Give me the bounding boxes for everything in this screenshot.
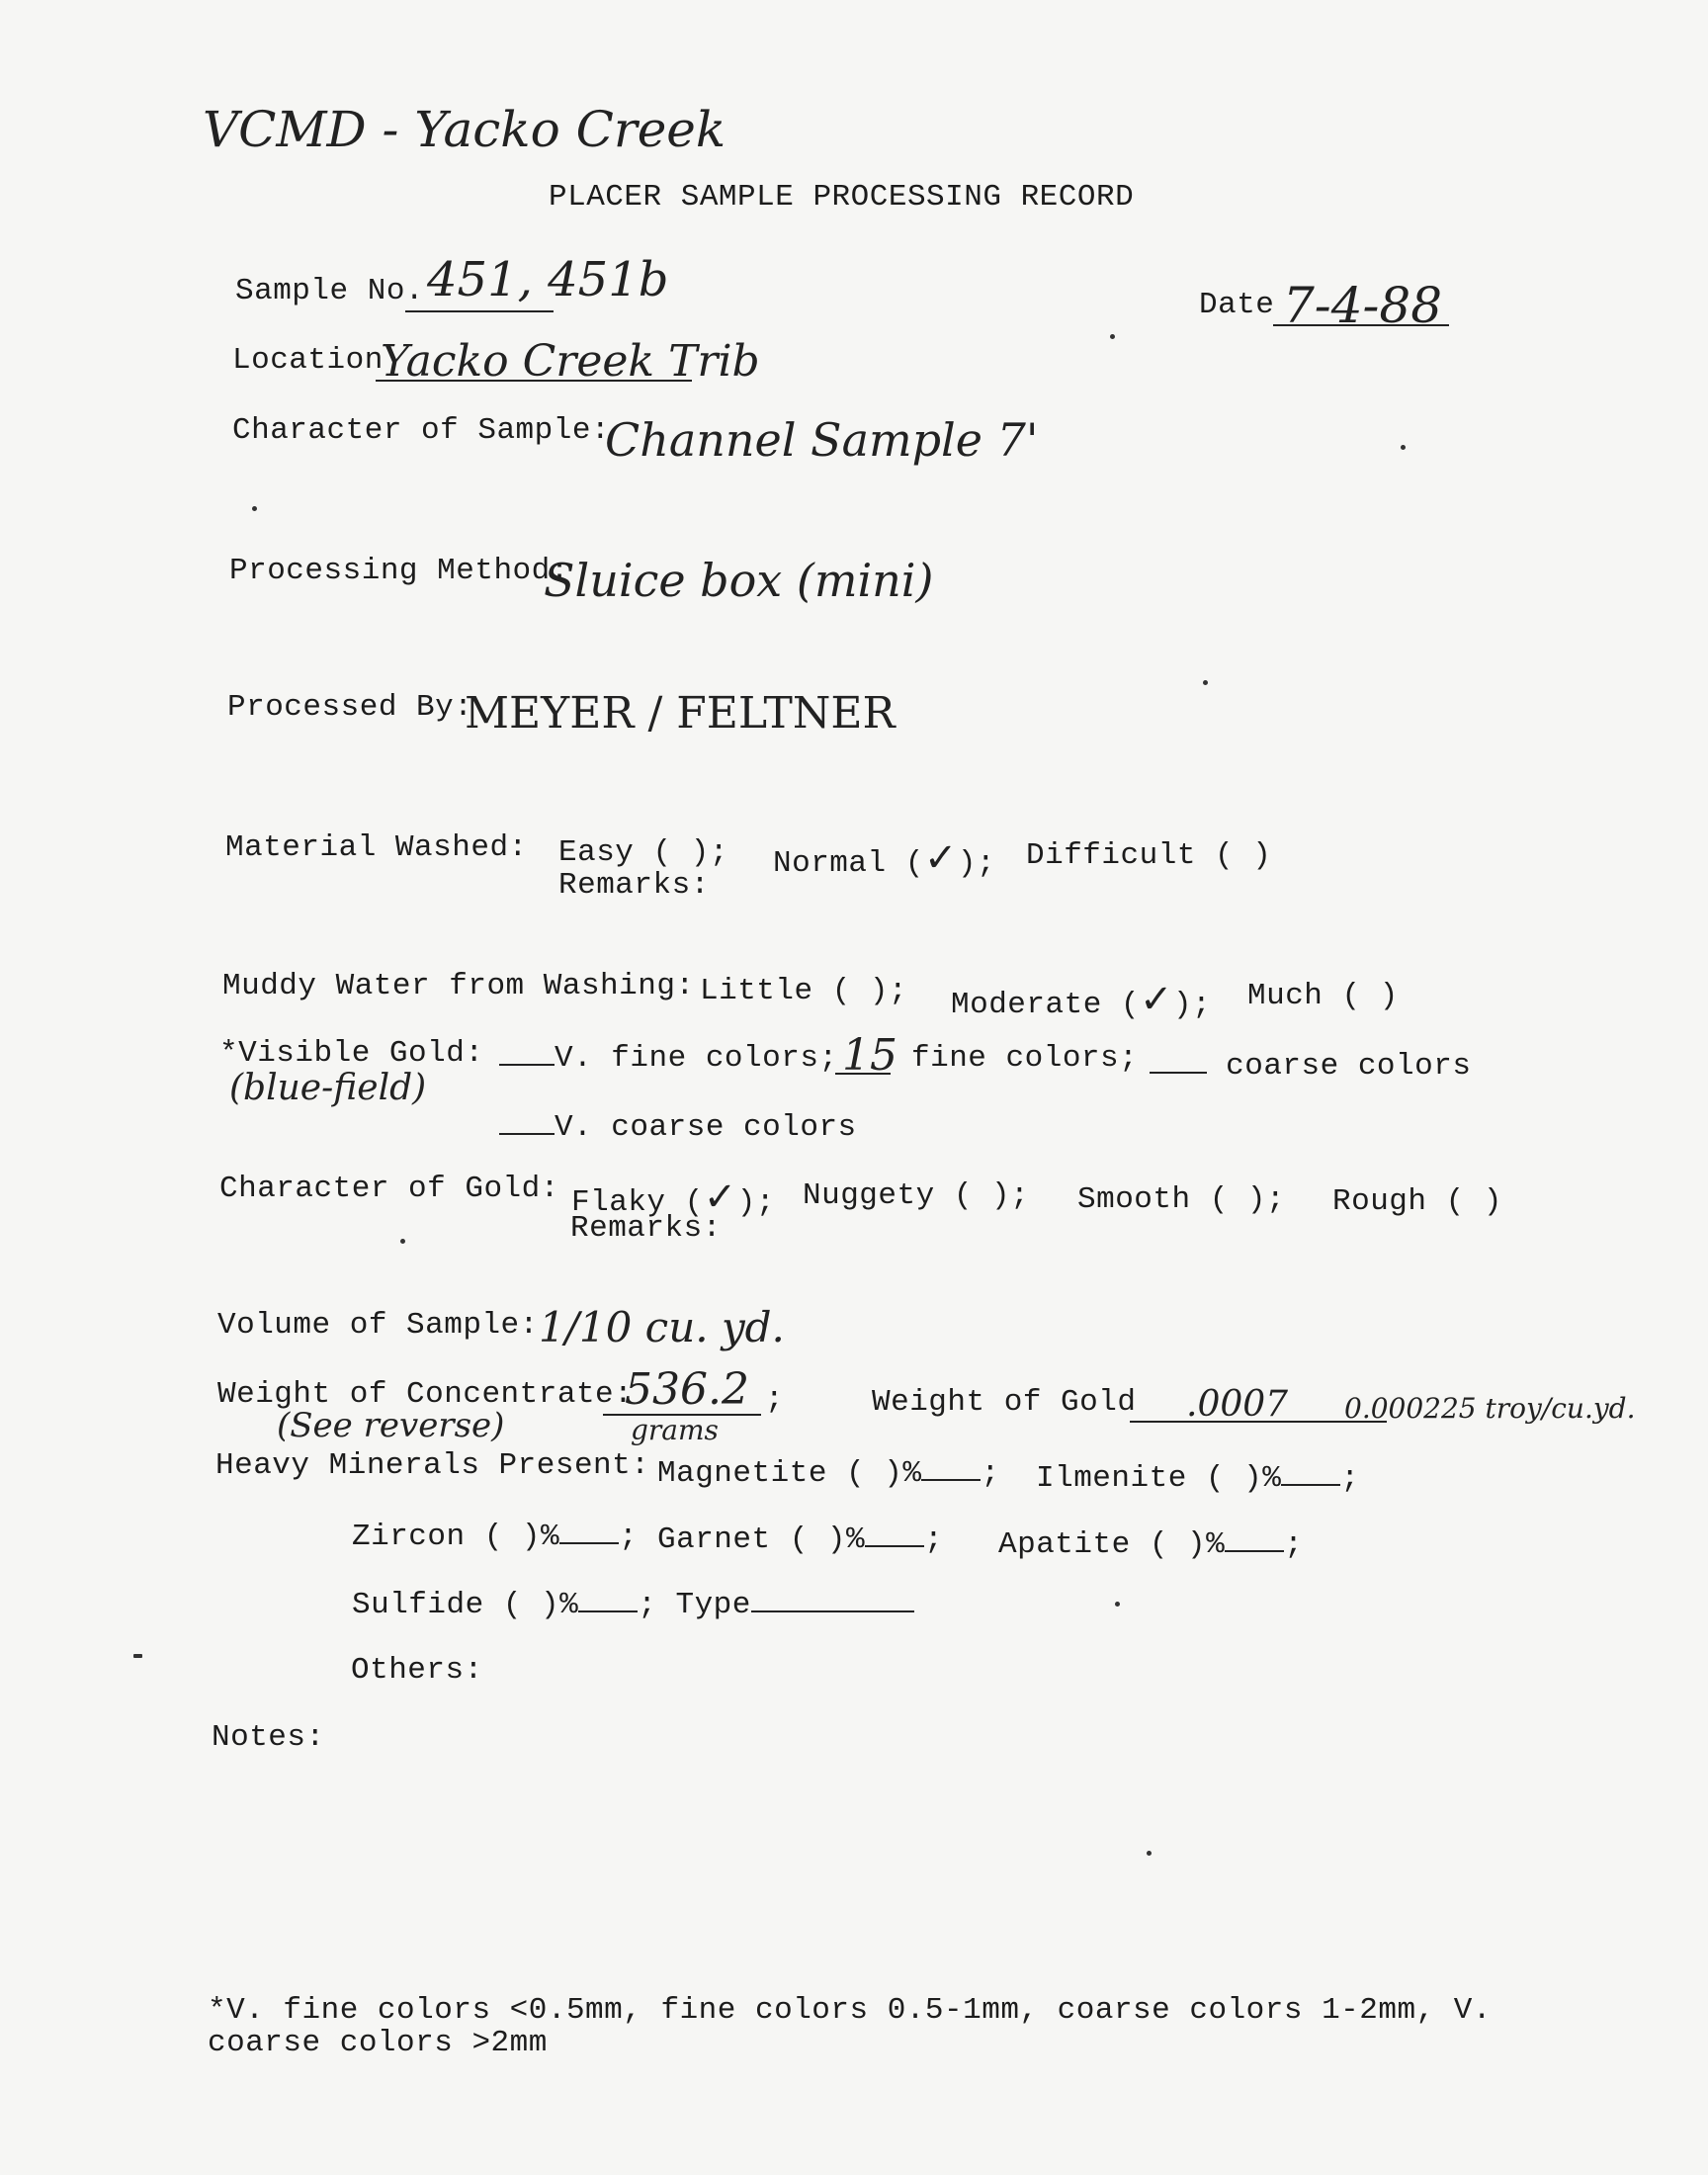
processed-by-value: MEYER / FELTNER [465, 688, 896, 739]
character-of-gold-label: Character of Gold: [219, 1172, 559, 1206]
flaky-check-mark: ✓ [703, 1174, 737, 1220]
muddy-water-label: Muddy Water from Washing: [222, 969, 695, 1003]
scan-speck [1115, 1602, 1120, 1607]
character-of-sample-value: Channel Sample 7' [605, 413, 1039, 467]
material-washed-easy: Easy ( ); [558, 835, 728, 870]
material-washed-normal [773, 835, 995, 881]
date-label: Date [1199, 288, 1275, 322]
gold-nuggety: Nuggety ( ); [803, 1178, 1030, 1213]
visible-gold-fine: fine colors; [911, 1041, 1139, 1076]
mineral-sulfide: Sulfide ( )% ; Type [352, 1585, 914, 1622]
character-of-sample-label: Character of Sample: [232, 413, 611, 448]
date-value: 7-4-88 [1283, 277, 1443, 334]
sample-no-label: Sample No. [235, 274, 425, 308]
magnetite-blank [921, 1453, 981, 1481]
normal-check-mark: ✓ [923, 835, 958, 881]
gold-remarks: Remarks: [570, 1211, 722, 1246]
mineral-zircon: Zircon ( )% ; [352, 1517, 638, 1554]
material-washed-label: Material Washed: [225, 830, 528, 865]
volume-of-sample-label: Volume of Sample: [217, 1308, 539, 1343]
mineral-ilmenite: Ilmenite ( )% ; [1036, 1458, 1359, 1496]
heavy-minerals-label: Heavy Minerals Present: [215, 1448, 650, 1483]
moderate-open: Moderate ( [951, 988, 1141, 1022]
apatite-blank [1225, 1524, 1284, 1552]
moderate-close: ); [1173, 988, 1212, 1022]
sample-no-underline [405, 310, 554, 312]
processed-by-label: Processed By: [227, 690, 473, 725]
weight-gold-extra: 0.000225 troy/cu.yd. [1344, 1392, 1636, 1425]
material-washed-remarks: Remarks: [558, 868, 710, 903]
scan-speck [1203, 680, 1208, 685]
mineral-garnet: Garnet ( )% ; [657, 1520, 943, 1557]
muddy-water-little: Little ( ); [700, 974, 908, 1008]
footnote: *V. fine colors <0.5mm, fine colors 0.5-1mm, coarse colors 1-2mm, V. coarse colors >2mm [208, 1993, 1493, 2060]
weight-concentrate-label: Weight of Concentrate: [217, 1377, 634, 1412]
garnet-blank [865, 1520, 924, 1547]
vcoarse-blank [499, 1107, 555, 1135]
gold-rough: Rough ( ) [1332, 1184, 1502, 1219]
normal-open: Normal ( [773, 846, 924, 881]
flaky-close: ); [736, 1185, 775, 1220]
location-value: Yacko Creek Trib [381, 336, 760, 387]
material-washed-difficult: Difficult ( ) [1026, 838, 1272, 873]
visible-gold-vfine [499, 1038, 838, 1076]
sulfide-label: Sulfide ( )% [352, 1588, 579, 1622]
vcoarse-label: V. coarse colors [555, 1110, 857, 1145]
weight-concentrate-value: 536.2 [625, 1364, 749, 1415]
zircon-label: Zircon ( )% [352, 1520, 560, 1554]
date-underline [1273, 324, 1449, 326]
fine-colors-count: 15 [842, 1030, 897, 1081]
ilmenite-label: Ilmenite ( )% [1036, 1461, 1282, 1496]
weight-gold-label: Weight of Gold [872, 1385, 1137, 1420]
mineral-magnetite: Magnetite ( )% ; [657, 1453, 1000, 1491]
magnetite-label: Magnetite ( )% [657, 1456, 922, 1491]
fine-count-underline [835, 1073, 891, 1075]
type-label: Type [675, 1588, 751, 1622]
visible-gold-vcoarse [499, 1107, 857, 1145]
mineral-apatite: Apatite ( )% ; [998, 1524, 1303, 1562]
scan-speck [252, 506, 257, 511]
location-underline [376, 380, 692, 382]
vfine-blank [499, 1038, 555, 1066]
weight-concentrate-semicolon: ; [765, 1382, 785, 1417]
coarse-label: coarse colors [1226, 1049, 1472, 1084]
ilmenite-blank [1281, 1458, 1340, 1486]
handwritten-title: VCMD - Yacko Creek [203, 101, 726, 158]
form-title: PLACER SAMPLE PROCESSING RECORD [549, 180, 1135, 215]
scan-speck [1147, 1851, 1152, 1856]
scan-speck [400, 1239, 405, 1244]
scan-speck [1110, 334, 1115, 339]
processing-method-label: Processing Method: [229, 554, 569, 588]
coarse-blank [1150, 1046, 1207, 1074]
scan-speck [133, 1654, 142, 1658]
type-blank [751, 1585, 914, 1612]
weight-concentrate-note: (See reverse) [277, 1406, 505, 1445]
visible-gold-label: *Visible Gold: [219, 1036, 484, 1071]
visible-gold-note: (blue-field) [229, 1068, 427, 1108]
moderate-check-mark: ✓ [1140, 977, 1174, 1022]
zircon-blank [559, 1517, 619, 1544]
flaky-open: Flaky ( [571, 1185, 704, 1220]
apatite-label: Apatite ( )% [998, 1527, 1226, 1562]
location-label: Location [232, 343, 384, 378]
visible-gold-coarse [1150, 1046, 1471, 1084]
volume-of-sample-value: 1/10 cu. yd. [539, 1303, 785, 1351]
normal-close: ); [957, 846, 996, 881]
muddy-water-moderate [951, 977, 1211, 1022]
weight-concentrate-unit: grams [631, 1414, 719, 1446]
sample-no-value: 451, 451b [427, 252, 669, 307]
sulfide-blank [578, 1585, 638, 1612]
garnet-label: Garnet ( )% [657, 1522, 866, 1557]
scan-speck [1401, 445, 1406, 450]
gold-smooth: Smooth ( ); [1077, 1182, 1286, 1217]
vfine-label: V. fine colors; [555, 1041, 838, 1076]
notes-label: Notes: [212, 1720, 325, 1755]
muddy-water-much: Much ( ) [1247, 979, 1399, 1013]
others-label: Others: [351, 1653, 483, 1688]
processing-method-value: Sluice box (mini) [544, 554, 934, 607]
weight-gold-value: .0007 [1186, 1384, 1289, 1425]
